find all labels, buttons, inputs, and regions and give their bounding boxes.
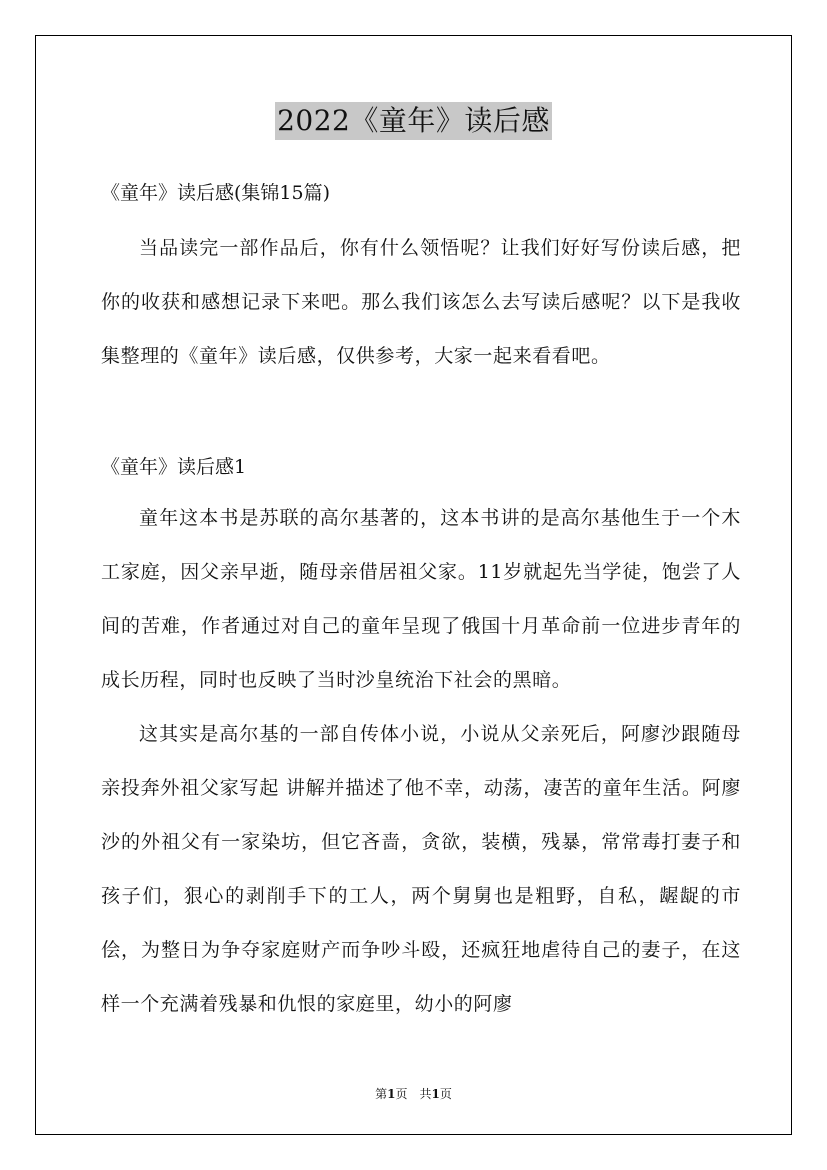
footer-label-c: 页 [439, 1087, 452, 1101]
footer-page-number: 1 [387, 1087, 396, 1101]
body-paragraph-1: 童年这本书是苏联的高尔基著的，这本书讲的是高尔基他生于一个木工家庭，因父亲早逝，随母亲借居祖父家。11岁就起先当学徒，饱尝了人间的苦难，作者通过对自己的童年呈现了俄国十月革命前一位进步青年的成长历程，同时也反映了当时沙皇统治下社会的黑暗。 [101, 507, 741, 691]
footer-label-a: 第 [375, 1087, 388, 1101]
footer-label-b: 页 共 [395, 1087, 432, 1101]
title-wrap [0, 102, 827, 140]
page-footer [0, 1085, 827, 1102]
document-title: 2022《童年》读后感 [275, 102, 552, 140]
intro-paragraph: 当品读完一部作品后，你有什么领悟呢？让我们好好写份读后感，把你的收获和感想记录下来吧。那么我们该怎么去写读后感呢？以下是我收集整理的《童年》读后感，仅供参考，大家一起来看看吧。 [101, 237, 741, 367]
document-subtitle: 《童年》读后感(集锦15篇) [101, 182, 331, 204]
body-paragraph-2: 这其实是高尔基的一部自传体小说，小说从父亲死后，阿廖沙跟随母亲投奔外祖父家写起 讲解并描述了他不幸，动荡，凄苦的童年生活。阿廖沙的外祖父有一家染坊，但它吝啬，贪欲，装横，残暴，常常毒打妻子和孩子们，狠心的剥削手下的工人，两个舅舅也是粗野，自私，龌龊的市侩，为整日为争夺家庭财产而争吵斗殴，还疯狂地虐待自己的妻子，在这样一个充满着残暴和仇恨的家庭里，幼小的阿廖 [101, 723, 741, 1015]
footer-page-total: 1 [431, 1087, 440, 1101]
section-heading: 《童年》读后感1 [101, 456, 247, 478]
